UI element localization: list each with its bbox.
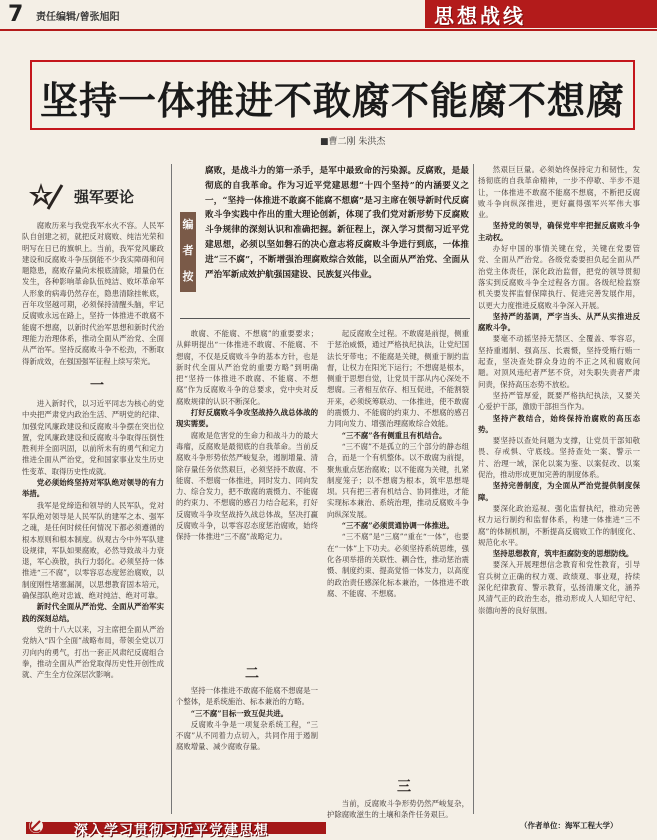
paragraph: 要毫不动摇坚持无禁区、全覆盖、零容忍，坚持重遏制、强高压、长震慑，坚持受贿行贿一起查，坚决查处群众身边的不正之风和腐败问题。对顶风违纪者严惩不贷，对失职失责者严肃问责，保持高压态势不放松。 [478,334,640,389]
paragraph: 进入新时代，以习近平同志为核心的党中央把严肃党内政治生活、严明党的纪律、加强党风廉政建设和反腐败斗争摆在突出位置，党风廉政建设和反腐败斗争取得压倒性胜利并全面巩固，以前所未有的勇气和定力推进全面从严治党，党和国家事业发生历史性变革、取得历史性成就。 [22,399,164,476]
subheading: “三不腐”目标一致互促共进。 [190,708,288,718]
subheading: 坚持思想教育，筑牢拒腐防变的思想防线。 [492,549,634,559]
paragraph: 坚持一体推进不敢腐不能腐不想腐是一个整体，是系统施治、标本兼治的方略。 [176,686,318,707]
party-emblem-icon [26,818,58,834]
footer-banner-text: 深入学习贯彻习近平党建思想 [74,823,269,839]
editor-note-label [180,212,196,292]
editor-note-rule [180,318,470,319]
subheading: 新时代全面从严治党、全面从严治军实践的深刻总结。 [22,602,164,623]
paragraph: “三不腐”不是孤立的三个部分的静态组合，而是一个有机整体。以不敢腐为前提，聚焦重点惩治腐败；以不能腐为关键，扎紧制度笼子；以不想腐为根本，筑牢思想堤坝。只有把三者有机结合、协同推进，才能实现标本兼治、系统治理，推动反腐败斗争向纵深发展。 [327,441,469,519]
editor-note-text: 腐败，是战斗力的第一杀手，是军中最致命的污染源。反腐败，是最彻底的自我革命。作为习近平党建思想“十四个坚持”的内涵要义之一，“坚持一体推进不敢腐不能腐不想腐”是习主席在领导新时代反腐败斗争实践中作出的重大理论创新，体现了我们党对新形势下反腐败斗争规律的深刻认识和准确把握。新征程上，深入学习贯彻习近平党建思想，必须以坚如磐石的决心意志将反腐败斗争进行到底，一体推进“三不腐”，不断增强治理腐败综合效能，以全面从严治党、全面从严治军新成效护航强国建设、民族复兴伟业。 [205,166,469,280]
paragraph: 反腐败斗争是一项复杂系统工程，“三不腐”从不同着力点切入，共同作用于遏制腐败增量、减少腐败存量。 [176,719,318,752]
body-column-mid1 [176,328,318,660]
body-column-left-top [22,220,164,373]
paragraph: 当前，反腐败斗争形势仍然严峻复杂，护除腐败滋生的土壤和条件任务艰巨。 [327,799,469,820]
paragraph: “三不腐”是“三腐”“重在“一体”，也要在“一体”上下功夫。必须坚持系统思维，强化各项举措的关联性、耦合性，推动惩治震慑、制度约束、提高觉悟一体发力，以高度的政治责任感深化标本兼治，一体推进不敢腐、不能腐、不想腐。 [327,532,469,598]
section-name: 思想战线 [434,4,526,28]
paragraph: 坚持严管厚爱，既要严格执纪执法，又要关心爱护干部，激励干部担当作为。 [478,390,640,412]
paragraph: 办好中国的事情关键在党，关键在党要管党、全面从严治党。各级党委要担负起全面从严治党主体责任，深化政治监督，把党的领导贯彻落实到反腐败斗争全过程各方面。各级纪检监察机关要发挥监督保障执行、促进完善发展作用，以更大力度推进反腐败斗争深入开展。 [478,244,640,310]
editor-note-label-char: 者 [182,244,194,257]
header-rule [0,29,657,31]
military-star-emblem-icon [28,181,64,211]
editor-credit: 责任编辑/曾张旭阳 [36,12,120,23]
section-numeral: 一 [90,378,104,394]
subheading: “三不腐”各有侧重且有机结合。 [341,430,447,440]
paragraph: 党的十八大以来，习主席把全面从严治党纳入“四个全面”战略布局，带领全党以刀刃向内的勇气，打出一套正风肃纪反腐组合拳，推动全面从严治党取得历史性开创性成就、产生全方位深层次影响。 [22,624,164,680]
editor-note-label-char: 按 [182,270,194,283]
article-headline: 坚持一体推进不敢腐不能腐不想腐 [40,79,626,123]
column-divider [473,164,474,814]
body-column-mid1-bottom [176,685,318,810]
body-column-right [478,164,640,814]
column-divider [171,164,172,814]
paragraph: 我军是党缔造和领导的人民军队，党对军队绝对领导是人民军队的建军之本、强军之魂，是任何时候任何情况下都必须遵循的根本原则和根本制度。纵观古今中外军队建设规律，军队如果腐败，必然导致战斗力衰退，军心涣散，执行力弱化。必须坚持一体推进“三不腐”，以零容忍态度惩治腐败，以制度刚性堵塞漏洞，以思想教育固本培元，确保部队绝对忠诚、绝对纯洁、绝对可靠。 [22,500,164,601]
paragraph: 起反腐败全过程。不敢腐是前提，侧重于惩治威慑，通过严格执纪执法，让党纪国法长牙带电；不能腐是关键，侧重于制约监督，让权力在阳光下运行；不想腐是根本，侧重于思想自觉，让党员干部从内心深处不想腐。三者相互依存、相互促进，不能割裂开来，必须统筹联动、一体推进，使不敢腐的震慑力、不能腐的约束力、不想腐的感召力同向发力、增强治理腐败综合效能。 [327,329,469,429]
page-number: 7 [8,2,24,27]
editor-note-label-char: 编 [182,218,194,231]
subheading: 坚持完善制度，为全面从严治党提供制度保障。 [478,481,640,502]
section-title: 强军要论 [74,188,135,206]
paragraph: 然艰巨巨量。必须始终保持定力和韧性，发扬彻底的自我革命精神，一步不停歇、半步不退让，一体推进不敢腐不能腐不想腐，不断把反腐败斗争向纵深推进，更好赢得强军兴军伟大事业。 [478,165,640,220]
paragraph: 要深化政治巡视、强化监督执纪，推动完善权力运行制约和监督体系，构建一体推进“三不腐”的体制机制，不断提高反腐败工作的制度化、规范化水平。 [478,503,640,547]
section-numeral: 二 [245,666,259,682]
section-numeral: 三 [397,779,411,795]
subheading: 坚持党的领导，确保党牢牢把握反腐败斗争主动权。 [478,221,640,242]
article-byline: ■曹二刚 朱洪杰 [320,137,386,147]
subheading: 党必须始终坚持对军队绝对领导的有力举措。 [22,478,164,499]
paragraph: 要深入开展理想信念教育和党性教育，引导官兵树立正确的权力观、政绩观、事业观，持续深化纪律教育、警示教育，弘扬清廉文化，涵养风清气正的政治生态，推动形成人人知纪守纪、崇德向善的良好氛围。 [478,560,640,615]
paragraph: 腐败是危害党的生命力和战斗力的最大毒瘤，反腐败是最彻底的自我革命。当前反腐败斗争形势依然严峻复杂，遏制增量、清除存量任务依然艰巨，必须坚持不敢腐、不能腐、不想腐一体推进，同时发力、同向发力、综合发力，把不敢腐的震慑力、不能腐的约束力、不想腐的感召力结合起来，打好反腐败斗争攻坚战持久战总体战，坚决打赢反腐败斗争，以零容忍态度惩治腐败，始终保持一体推进“三不腐”战略定力。 [176,430,318,542]
body-column-left-bottom [22,398,164,810]
subheading: 坚持严的基调，严字当头、从严从实推进反腐败斗争。 [478,311,640,333]
author-affiliation: （作者单位：海军工程大学） [520,821,618,830]
subheading: 打好反腐败斗争攻坚战持久战总体战的现实需要。 [176,408,318,429]
paragraph: 腐败历来与我党我军水火不容。人民军队自创建之初，就把反对腐败、纯洁光荣和明写在日已的旗帜上。当前，我军党风廉政建设和反腐败斗争压倒能不少我实障碍和问题隐患，腐败存量尚未根底清除，增量仍在发生，各种影响革命队伍纯洁、败坏革命军人形象的病毒仍然存在，隐患清除挂帐底，百年攻坚越可期，必须保持清醒头脑，牢记反腐败永远在路上，坚持一体推进不敢腐不能腐不想腐，以新时代治军思想和新时代治理能力治理体系，推动全面从严治党、全面从严治军。坚持反腐败斗争不松劲，不断取得新成效，在强国强军征程上续写荣光。 [22,221,164,366]
paragraph: 敢腐、不能腐、不想腐”的重要要求；从鲜明提出“一体推进不敢腐、不能腐、不想腐，不仅是反腐败斗争的基本方针，也是新时代全面从严治党的重要方略”到明确把“坚持一体推进不敢腐、不能腐、不想腐”作为反腐败斗争的总要求，党中央对反腐败规律的认识不断深化。 [176,329,318,406]
body-column-mid2 [327,328,469,768]
subheading: 坚持产教结合，始终保持治腐败的高压态势。 [478,413,640,434]
body-column-mid2-bottom [327,798,469,828]
subheading: “三不腐”必须贯通协调一体推进。 [341,521,454,531]
paragraph: 要坚持以查处问题为支撑，让党员干部知敬畏、存戒惧、守底线。坚持查处一案、警示一片、治理一域，深化以案为鉴、以案促改、以案促治，推动形成更加完善的制度体系。 [478,436,640,480]
